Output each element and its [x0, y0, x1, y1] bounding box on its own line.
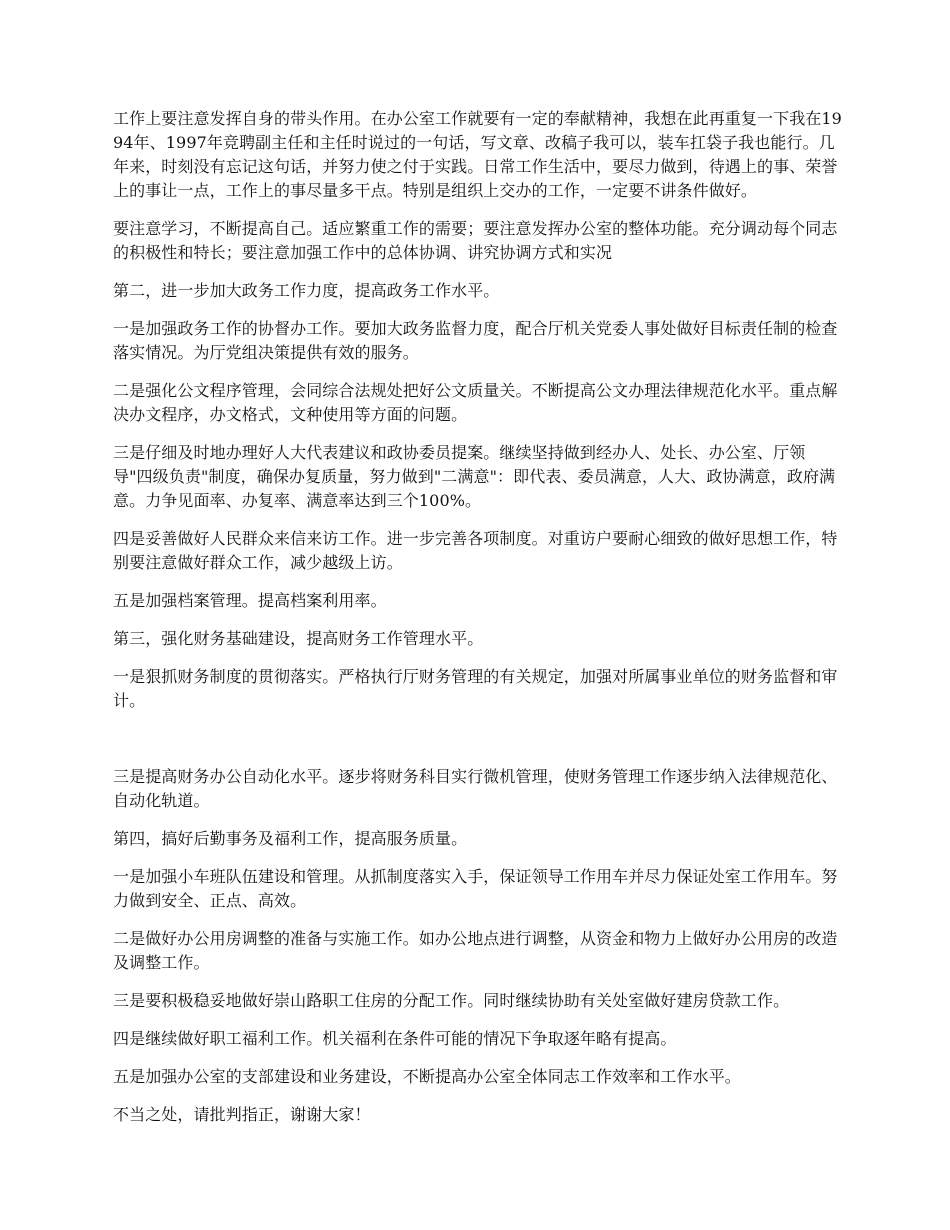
section-heading: 第四，搞好后勤事务及福利工作，提高服务质量。 [113, 829, 468, 848]
paragraph: 一是加强小车班队伍建设和管理。从抓制度落实入手，保证领导工作用车并尽力保证处室工作用车。努力做到安全、正点、高效。 [113, 867, 838, 910]
paragraph: 一是加强政务工作的协督办工作。要加大政务监督力度，配合厅机关党委人事处做好目标责任制的检查落实情况。为厅党组决策提供有效的服务。 [113, 319, 838, 362]
paragraph: 三是仔细及时地办理好人大代表建议和政协委员提案。继续坚持做到经办人、处长、办公室、厅领导"四级负责"制度，确保办复质量，努力做到"二满意"：即代表、委员满意，人大、政协满意，政府满意。力争见面率、办复率、满意率达到三个100%。 [113, 443, 836, 510]
paragraph: 五是加强办公室的支部建设和业务建设，不断提高办公室全体同志工作效率和工作水平。 [113, 1067, 741, 1086]
paragraph: 一是狠抓财务制度的贯彻落实。严格执行厅财务管理的有关规定，加强对所属事业单位的财务监督和审计。 [113, 667, 838, 710]
document-body [113, 107, 843, 1141]
paragraph: 四是妥善做好人民群众来信来访工作。进一步完善各项制度。对重访户要耐心细致的做好思想工作，特别要注意做好群众工作，减少越级上访。 [113, 529, 838, 572]
paragraph: 二是强化公文程序管理，会同综合法规处把好公文质量关。不断提高公文办理法律规范化水平。重点解决办文程序，办文格式，文种使用等方面的问题。 [113, 381, 838, 424]
paragraph: 工作上要注意发挥自身的带头作用。在办公室工作就要有一定的奉献精神，我想在此再重复一下我在1994年、1997年竞聘副主任和主任时说过的一句话，写文章、改稿子我可以，装车扛袋子我也能行。几年来，时刻没有忘记这句话，并努力使之付于实践。日常工作生活中，要尽力做到，待遇上的事、荣誉上的事让一点，工作上的事尽量多干点。特别是组织上交办的工作，一定要不讲条件做好。 [113, 109, 842, 200]
paragraph: 四是继续做好职工福利工作。机关福利在条件可能的情况下争取逐年略有提高。 [113, 1029, 677, 1048]
closing-line: 不当之处，请批判指正，谢谢大家！ [113, 1105, 371, 1124]
paragraph: 要注意学习，不断提高自己。适应繁重工作的需要；要注意发挥办公室的整体功能。充分调动每个同志的积极性和特长；要注意加强工作中的总体协调、讲究协调方式和实况 [113, 219, 838, 262]
paragraph: 五是加强档案管理。提高档案利用率。 [113, 591, 387, 610]
blank-gap [113, 727, 843, 765]
paragraph: 三是要积极稳妥地做好崇山路职工住房的分配工作。同时继续协助有关处室做好建房贷款工作。 [113, 991, 790, 1010]
paragraph: 二是做好办公用房调整的准备与实施工作。如办公地点进行调整，从资金和物力上做好办公用房的改造及调整工作。 [113, 929, 838, 972]
section-heading: 第二，进一步加大政务工作力度，提高政务工作水平。 [113, 281, 500, 300]
paragraph: 三是提高财务办公自动化水平。逐步将财务科目实行微机管理，使财务管理工作逐步纳入法律规范化、自动化轨道。 [113, 767, 838, 810]
section-heading: 第三，强化财务基础建设，提高财务工作管理水平。 [113, 629, 484, 648]
